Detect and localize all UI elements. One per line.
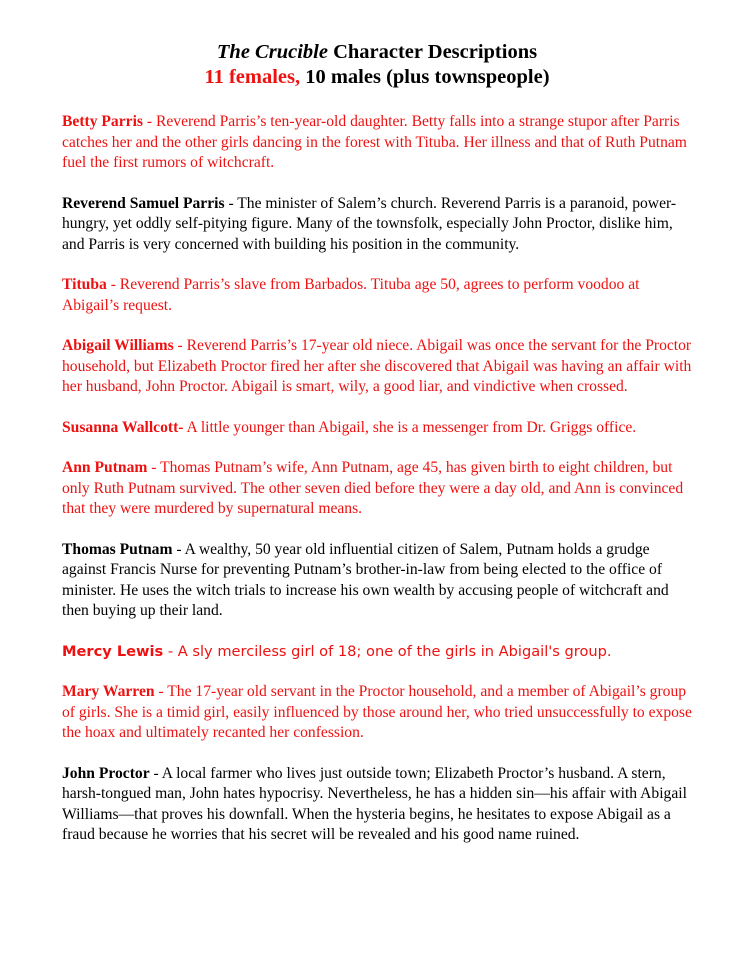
character-description: Thomas Putnam’s wife, Ann Putnam, age 45, has given birth to eight children, but only Ruth Putnam survived. The other seven died before they were a day old, and Ann is convinced that they were murdered by supernatural means. — [62, 459, 684, 517]
title-rest: Character Descriptions — [327, 41, 538, 63]
document-page — [62, 40, 692, 866]
character-name: Mercy Lewis — [62, 642, 164, 660]
character-name: Abigail Williams — [62, 337, 174, 354]
title-italic: The Crucible — [216, 41, 328, 63]
character-description: A little younger than Abigail, she is a messenger from Dr. Griggs office. — [186, 418, 637, 436]
character-name: Betty Parris — [62, 113, 143, 130]
character-entry-mary-warren — [62, 682, 692, 744]
name-separator: - — [173, 337, 187, 354]
page-title — [62, 40, 692, 65]
character-entry-john-proctor — [62, 764, 692, 846]
character-name: Reverend Samuel Parris — [62, 194, 225, 212]
character-entry-tituba — [62, 275, 692, 316]
name-separator: - — [154, 683, 168, 700]
character-name: Mary Warren — [62, 683, 155, 700]
character-name: Susanna Wallcott- — [62, 418, 184, 436]
character-name: John Proctor — [62, 764, 150, 782]
name-separator: - — [163, 642, 178, 660]
name-separator: - — [224, 194, 238, 212]
character-description: A local farmer who lives just outside town; Elizabeth Proctor’s husband. A stern, harsh-tongued man, John hates hypocrisy. Nevertheless, he has a hidden sin—his affair with Abigail Williams—that proves his downfall. When the hysteria begins, he hesitates to expose Abigail as a fraud because he worries that his secret will be revealed and his good name ruined. — [62, 764, 687, 843]
character-name: Thomas Putnam — [62, 540, 173, 558]
character-description: The minister of Salem’s church. Reverend Parris is a paranoid, power-hungry, yet oddly self-pitying figure. Many of the townsfolk, especially John Proctor, dislike him, and Parris is very concerned with building his position in the community. — [62, 194, 677, 253]
name-separator: - — [147, 459, 161, 476]
character-description: Reverend Parris’s 17-year old niece. Abigail was once the servant for the Proctor household, but Elizabeth Proctor fired her after she discovered that Abigail was having an affair with her husband, John Proctor. Abigail is smart, wily, a good liar, and vindictive when crossed. — [62, 337, 692, 395]
character-description: Reverend Parris’s ten-year-old daughter. Betty falls into a strange stupor after Parris catches her and the other girls dancing in the forest with Tituba. Her illness and that of Ruth Putnam fuel the first rumors of witchcraft. — [62, 113, 687, 171]
character-entry-mercy-lewis — [62, 642, 692, 663]
subtitle-rest: 10 males (plus townspeople) — [300, 66, 550, 88]
character-entry-thomas-putnam — [62, 540, 692, 622]
character-name: Tituba — [62, 276, 107, 293]
character-description: A sly merciless girl of 18; one of the girls in Abigail's group. — [177, 642, 612, 660]
character-entry-ann-putnam — [62, 458, 692, 520]
character-name: Ann Putnam — [62, 459, 148, 476]
name-separator: - — [172, 540, 185, 558]
name-separator: - — [106, 276, 120, 293]
character-entry-abigail-williams — [62, 336, 692, 398]
character-entry-susanna-wallcott — [62, 418, 692, 439]
character-entry-betty-parris — [62, 112, 692, 174]
character-description: A wealthy, 50 year old influential citizen of Salem, Putnam holds a grudge against Francis Nurse for preventing Putnam’s brother-in-law from being elected to the office of minister. He uses the witch trials to increase his own wealth by accusing people of witchcraft and then buying up their land. — [62, 540, 669, 619]
character-description: The 17-year old servant in the Proctor household, and a member of Abigail’s group of girls. She is a timid girl, easily influenced by those around her, who tried unsuccessfully to expose the hoax and ultimately recanted her confession. — [62, 683, 692, 741]
subtitle-females: 11 females, — [204, 66, 301, 88]
character-description: Reverend Parris’s slave from Barbados. Tituba age 50, agrees to perform voodoo at Abigail’s request. — [62, 276, 640, 314]
page-subtitle — [62, 65, 692, 90]
name-separator: - — [149, 764, 162, 782]
character-entry-samuel-parris — [62, 194, 692, 256]
name-separator: - — [142, 113, 156, 130]
